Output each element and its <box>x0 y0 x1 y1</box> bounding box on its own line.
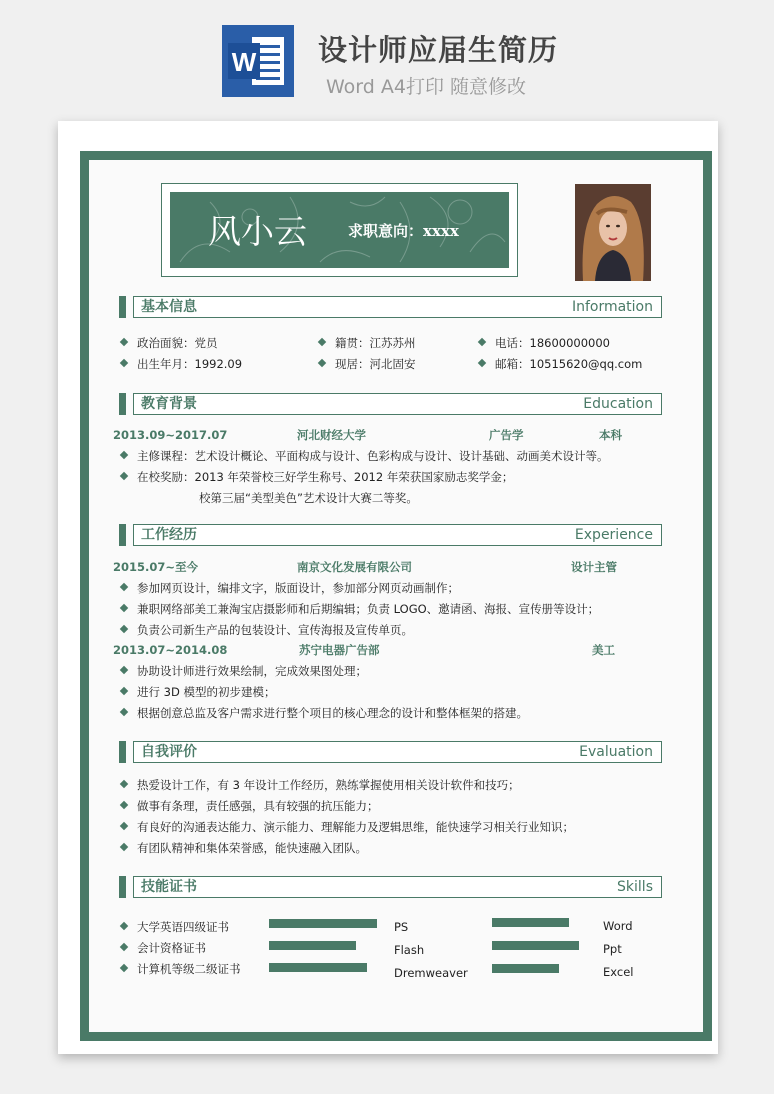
diamond-bullet-icon <box>120 472 128 480</box>
diamond-bullet-icon <box>478 338 486 346</box>
info-email: 邮箱：10515620@qq.com <box>479 356 642 372</box>
list-item: 热爱设计工作，有 3 年设计工作经历，熟练掌握使用相关设计软件和技巧； <box>121 777 520 793</box>
software-label: Excel <box>603 965 634 979</box>
list-item: 参加网页设计，编排文字，版面设计，参加部分网页动画制作； <box>121 580 459 596</box>
name-card <box>161 183 518 277</box>
diamond-bullet-icon <box>120 964 128 972</box>
diamond-bullet-icon <box>120 843 128 851</box>
info-native: 籍贯：江苏苏州 <box>319 335 416 351</box>
section-title: 教育背景 <box>141 396 197 412</box>
info-political: 政治面貌：党员 <box>121 335 218 351</box>
section-title: 工作经历 <box>141 527 197 543</box>
diamond-bullet-icon <box>120 708 128 716</box>
resume-paper <box>58 121 718 1054</box>
certificate-item: 计算机等级二级证书 <box>121 961 241 977</box>
edu-awards: 在校奖励：2013 年荣誉校三好学生称号、2012 年荣获国家励志奖学金； <box>121 469 513 485</box>
diamond-bullet-icon <box>120 625 128 633</box>
page-banner <box>0 0 774 110</box>
list-item: 根据创意总监及客户需求进行整个项目的核心理念的设计和整体框架的搭建。 <box>121 705 528 721</box>
info-phone: 电话：18600000000 <box>479 335 610 351</box>
diamond-bullet-icon <box>478 359 486 367</box>
banner-title: 设计师应届生简历 <box>318 33 559 67</box>
section-title-en: Evaluation <box>579 744 653 760</box>
job2-period: 2013.07~2014.08 <box>113 643 228 657</box>
skill-bar <box>492 964 559 973</box>
skill-bar <box>492 918 569 927</box>
svg-text:W: W <box>231 47 257 77</box>
diamond-bullet-icon <box>120 801 128 809</box>
software-label: Ppt <box>603 942 622 956</box>
job2-title: 美工 <box>592 643 615 657</box>
list-item: 有良好的沟通表达能力、演示能力、理解能力及逻辑思维，能快速学习相关行业知识； <box>121 819 574 835</box>
candidate-name: 风小云 <box>208 212 307 251</box>
section-title: 自我评价 <box>141 744 197 760</box>
edu-school: 河北财经大学 <box>297 428 366 442</box>
job2-company: 苏宁电器广告部 <box>299 643 380 657</box>
diamond-bullet-icon <box>120 943 128 951</box>
software-label: Flash <box>394 943 425 957</box>
software-label: PS <box>394 920 409 934</box>
diamond-bullet-icon <box>120 338 128 346</box>
skill-bar <box>269 919 377 928</box>
word-icon <box>222 25 294 97</box>
job1-period: 2015.07~至今 <box>113 560 199 574</box>
software-label: Word <box>603 919 633 933</box>
certificate-item: 大学英语四级证书 <box>121 919 229 935</box>
section-title-en: Skills <box>617 879 653 895</box>
section-header-education <box>119 393 662 413</box>
section-title: 技能证书 <box>141 879 197 895</box>
section-header-basic <box>119 296 662 316</box>
diamond-bullet-icon <box>318 338 326 346</box>
section-header-skills <box>119 876 662 896</box>
list-item: 做事有条理，责任感强，具有较强的抗压能力； <box>121 798 379 814</box>
diamond-bullet-icon <box>120 780 128 788</box>
edu-period: 2013.09~2017.07 <box>113 428 228 442</box>
edu-awards-cont: 校第三届“美型美色”艺术设计大赛二等奖。 <box>199 491 418 505</box>
diamond-bullet-icon <box>120 451 128 459</box>
section-title-en: Information <box>571 299 653 315</box>
software-label: Dremweaver <box>394 966 468 980</box>
info-residence: 现居：河北固安 <box>319 356 416 372</box>
diamond-bullet-icon <box>120 922 128 930</box>
certificate-item: 会计资格证书 <box>121 940 206 956</box>
list-item: 进行 3D 模型的初步建模； <box>121 684 275 700</box>
edu-major: 广告学 <box>489 428 524 442</box>
diamond-bullet-icon <box>318 359 326 367</box>
list-item: 有团队精神和集体荣誉感，能快速融入团队。 <box>121 840 367 856</box>
section-title: 基本信息 <box>141 299 197 315</box>
list-item: 协助设计师进行效果绘制，完成效果图处理； <box>121 663 367 679</box>
diamond-bullet-icon <box>120 359 128 367</box>
section-header-work <box>119 524 662 544</box>
profile-photo <box>575 184 651 281</box>
section-title-en: Experience <box>574 527 653 543</box>
diamond-bullet-icon <box>120 604 128 612</box>
banner-subtitle: Word A4打印 随意修改 <box>326 76 527 98</box>
job-intent: 求职意向：xxxx <box>348 222 459 240</box>
info-birth: 出生年月：1992.09 <box>121 356 242 372</box>
list-item: 兼职网络部美工兼淘宝店摄影师和后期编辑；负责 LOGO、邀请函、海报、宣传册等设计； <box>121 601 599 617</box>
list-item: 负责公司新生产品的包装设计、宣传海报及宣传单页。 <box>121 622 413 638</box>
job1-title: 设计主管 <box>571 560 617 574</box>
job1-company: 南京文化发展有限公司 <box>297 560 412 574</box>
diamond-bullet-icon <box>120 822 128 830</box>
section-header-self <box>119 741 662 761</box>
diamond-bullet-icon <box>120 687 128 695</box>
resume-frame <box>80 151 712 1041</box>
skill-bar <box>492 941 579 950</box>
name-card-background <box>170 192 509 268</box>
skill-bar <box>269 941 356 950</box>
section-title-en: Education <box>583 396 653 412</box>
diamond-bullet-icon <box>120 583 128 591</box>
diamond-bullet-icon <box>120 666 128 674</box>
edu-degree: 本科 <box>599 428 622 442</box>
skill-bar <box>269 963 367 972</box>
edu-courses: 主修课程：艺术设计概论、平面构成与设计、色彩构成与设计、设计基础、动画美术设计等。 <box>121 448 609 464</box>
